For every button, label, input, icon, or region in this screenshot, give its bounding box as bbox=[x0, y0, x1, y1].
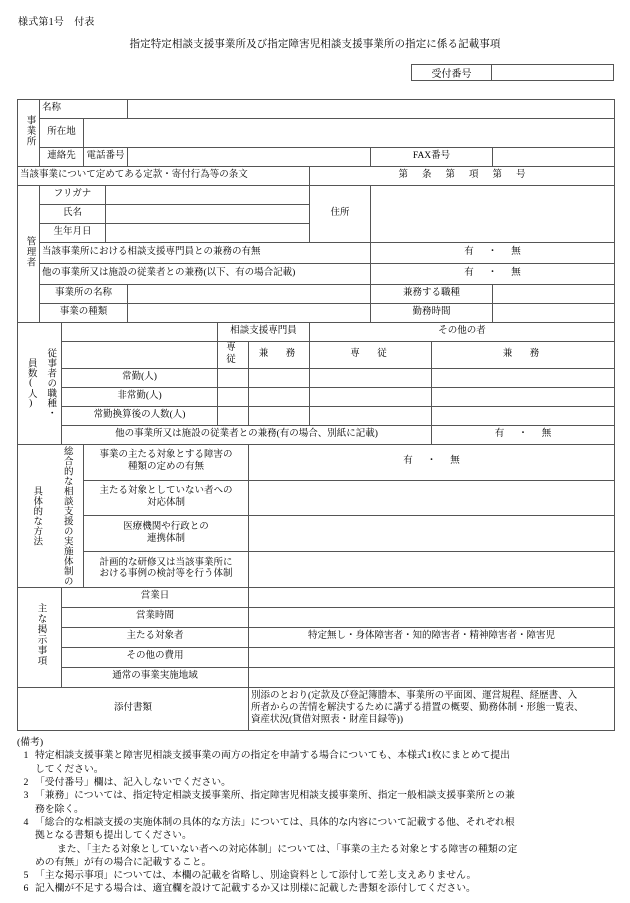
remarks-list bbox=[17, 749, 617, 895]
articles-row bbox=[18, 167, 615, 186]
remark-line: 「総合的な相談支援の実施体制の具体的な方法」については、具体的な内容について記載する他、それぞれ根 bbox=[35, 816, 515, 828]
manager-concurrent-other-row bbox=[18, 264, 615, 285]
manager-name-label: 氏名 bbox=[40, 205, 106, 224]
remark-line: めの有無」が有の場合に記載すること。 bbox=[35, 856, 212, 868]
notices-row-0 bbox=[18, 587, 615, 607]
notices-row-3 bbox=[18, 647, 615, 667]
staff-label-text-right: 従事者の職種・ bbox=[45, 348, 56, 419]
office-name-field[interactable] bbox=[128, 100, 615, 119]
staff-cell[interactable] bbox=[249, 387, 310, 406]
manager-job-type-field[interactable] bbox=[493, 285, 615, 304]
comprehensive-row-3 bbox=[18, 552, 615, 588]
articles-kou: 項 bbox=[469, 170, 479, 181]
comprehensive-row-label bbox=[84, 444, 249, 480]
office-name-row bbox=[18, 100, 615, 119]
office-address-field[interactable] bbox=[84, 119, 615, 148]
attachments-line-3: 資産状況(貸借対照表・財産目録等)) bbox=[251, 714, 404, 725]
staff-row bbox=[18, 387, 615, 406]
remark-item bbox=[17, 789, 617, 816]
notices-vertical-label bbox=[18, 587, 62, 687]
remark-body bbox=[35, 749, 617, 776]
choice-separator: ・ bbox=[426, 456, 437, 467]
remark-line: してください。 bbox=[35, 763, 104, 775]
choice-separator: ・ bbox=[487, 247, 498, 258]
remark-line: また、「主たる対象としていない者への対応体制」については、「事業の主たる対象とする障害の種類の定 bbox=[57, 843, 518, 855]
remark-item bbox=[17, 816, 617, 869]
choice-yes[interactable]: 有 bbox=[403, 456, 413, 467]
manager-business-type-row bbox=[18, 304, 615, 323]
attachments-line-2: 所者からの苦情を解決するために講ずる措置の概要、勤務体制・形態一覧表、 bbox=[251, 702, 584, 713]
notices-row-label: 主たる対象者 bbox=[62, 627, 249, 647]
choice-no[interactable]: 無 bbox=[511, 247, 521, 258]
manager-birth-label: 生年月日 bbox=[40, 224, 106, 243]
staff-sub-header-3: 兼 務 bbox=[432, 342, 615, 369]
office-tel-field[interactable] bbox=[128, 148, 371, 167]
staff-corner-cell-2 bbox=[62, 342, 218, 369]
articles-dai-3: 第 bbox=[492, 170, 503, 181]
comprehensive-label-line1: 医療機関や行政との bbox=[123, 521, 209, 532]
articles-jou: 条 bbox=[421, 170, 432, 181]
form-number: 様式第1号 付表 bbox=[18, 17, 95, 28]
remark-number: 4 bbox=[23, 816, 29, 828]
manager-furigana-field[interactable] bbox=[106, 186, 310, 205]
staff-cell[interactable] bbox=[310, 406, 432, 425]
remark-line: 「主な掲示事項」については、本欄の記載を省略し、別途資料として添付して差し支えありません。 bbox=[35, 870, 477, 882]
staff-cell[interactable] bbox=[432, 406, 615, 425]
comprehensive-row-label bbox=[84, 552, 249, 588]
office-contact-row bbox=[18, 148, 615, 167]
comprehensive-label-line1: 主たる対象としていない者への bbox=[99, 486, 233, 496]
manager-business-type-label: 事業の種類 bbox=[40, 304, 128, 323]
notices-row-2 bbox=[18, 627, 615, 647]
attachments-line-1: 別添のとおり(定款及び登記簿謄本、事業所の平面図、運営規程、経歴書、入 bbox=[251, 690, 578, 701]
staff-row-label: 非常勤(人) bbox=[62, 387, 218, 406]
manager-office-name-label: 事業所の名称 bbox=[40, 285, 128, 304]
staff-cell[interactable] bbox=[432, 387, 615, 406]
receipt-number-box bbox=[411, 64, 614, 81]
staff-row-label: 常勤(人) bbox=[62, 368, 218, 387]
receipt-number-field[interactable] bbox=[492, 65, 613, 80]
notices-label-text: 主な掲示事項 bbox=[35, 603, 46, 667]
choice-no[interactable]: 無 bbox=[450, 456, 460, 467]
remark-number: 5 bbox=[23, 870, 29, 882]
office-tel-label: 電話番号 bbox=[84, 148, 128, 167]
staff-row bbox=[18, 406, 615, 425]
choice-separator: ・ bbox=[487, 268, 498, 279]
staff-cell[interactable] bbox=[310, 387, 432, 406]
manager-work-hours-field[interactable] bbox=[493, 304, 615, 323]
manager-concurrent-in-office-choice[interactable] bbox=[371, 243, 615, 264]
staff-sub-header-row bbox=[18, 342, 615, 369]
comprehensive-row-choice[interactable] bbox=[249, 444, 615, 480]
remark-line: 拠となる書類も提出してください。 bbox=[35, 830, 192, 842]
manager-furigana-label: フリガナ bbox=[40, 186, 106, 205]
choice-yes[interactable]: 有 bbox=[464, 247, 474, 258]
staff-group-header-row bbox=[18, 323, 615, 342]
remark-line: 「受付番号」欄は、記入しないでください。 bbox=[35, 776, 231, 788]
comprehensive-label-line2: おける事例の検討等を行う体制 bbox=[99, 569, 233, 580]
staff-group-header-1: その他の者 bbox=[310, 323, 615, 342]
articles-label: 当該事業について定めてある定款・寄付行為等の条文 bbox=[18, 167, 310, 186]
staff-cell[interactable] bbox=[218, 387, 249, 406]
remark-body bbox=[35, 789, 617, 816]
main-form-table bbox=[17, 99, 615, 731]
staff-cell[interactable] bbox=[218, 368, 249, 387]
remark-body bbox=[35, 882, 617, 895]
manager-job-type-label: 兼務する職種 bbox=[371, 285, 493, 304]
office-address-row bbox=[18, 119, 615, 148]
manager-name-field[interactable] bbox=[106, 205, 310, 224]
attachments-label: 添付書類 bbox=[18, 687, 249, 730]
staff-sub-header-1: 兼 務 bbox=[249, 342, 310, 369]
remark-item bbox=[17, 776, 617, 789]
manager-vertical-label bbox=[18, 186, 40, 323]
notices-row-field[interactable] bbox=[249, 667, 615, 687]
notices-row-label: 営業時間 bbox=[62, 607, 249, 627]
comprehensive-row-0 bbox=[18, 444, 615, 480]
manager-office-name-field[interactable] bbox=[128, 285, 371, 304]
attachments-text bbox=[249, 687, 615, 730]
staff-cell[interactable] bbox=[432, 368, 615, 387]
manager-business-type-field[interactable] bbox=[128, 304, 371, 323]
manager-concurrent-in-office-row bbox=[18, 243, 615, 264]
office-address-label: 所在地 bbox=[40, 119, 84, 148]
remark-line: 務を除く。 bbox=[35, 803, 84, 815]
office-label-text: 事業所 bbox=[24, 114, 35, 147]
manager-birth-field[interactable] bbox=[106, 224, 310, 243]
staff-row bbox=[18, 368, 615, 387]
remark-body bbox=[35, 816, 617, 869]
comprehensive-row-1 bbox=[18, 480, 615, 516]
notices-row-4 bbox=[18, 667, 615, 687]
remark-line: 「兼務」については、指定特定相談支援事業所、指定障害児相談支援事業所、指定一般相談支援事業所との兼 bbox=[35, 790, 515, 802]
remark-number: 6 bbox=[23, 883, 29, 895]
staff-sub-header-2: 専 従 bbox=[310, 342, 432, 369]
notices-row-field[interactable] bbox=[249, 607, 615, 627]
manager-office-name-row bbox=[18, 285, 615, 304]
manager-work-hours-label: 勤務時間 bbox=[371, 304, 493, 323]
office-fax-label: FAX番号 bbox=[371, 148, 493, 167]
articles-dai-2: 第 bbox=[445, 170, 456, 181]
office-fax-field[interactable] bbox=[493, 148, 615, 167]
office-vertical-label bbox=[18, 100, 40, 167]
choice-yes[interactable]: 有 bbox=[464, 268, 474, 279]
choice-yes[interactable]: 有 bbox=[494, 428, 505, 439]
comprehensive-label-line1: 計画的な研修又は当該事業所に bbox=[99, 557, 233, 568]
page-title: 指定特定相談支援事業所及び指定障害児相談支援事業所の指定に係る記載事項 bbox=[129, 39, 501, 50]
comprehensive-label-line2: 対応体制 bbox=[147, 497, 186, 508]
attachments-row bbox=[18, 687, 615, 730]
remarks-section bbox=[17, 736, 617, 896]
notices-row-field[interactable] bbox=[249, 587, 615, 607]
remark-line: 記入欄が不足する場合は、適宜欄を設けて記載するか又は別様に記載した書類を添付してください。 bbox=[35, 883, 476, 895]
receipt-number-label: 受付番号 bbox=[412, 65, 492, 80]
notices-row-label: その他の費用 bbox=[62, 647, 249, 667]
articles-gou: 号 bbox=[516, 170, 526, 181]
manager-address-label: 住所 bbox=[310, 186, 371, 243]
staff-vertical-label bbox=[18, 323, 62, 445]
office-name-label: 名称 bbox=[40, 100, 128, 119]
choice-no[interactable]: 無 bbox=[511, 268, 521, 279]
staff-cell[interactable] bbox=[310, 368, 432, 387]
comprehensive-row-label bbox=[84, 516, 249, 552]
staff-concurrent-row bbox=[18, 425, 615, 444]
comprehensive-row-2 bbox=[18, 516, 615, 552]
comprehensive-label-text-left: 具体的な方法 bbox=[31, 485, 42, 546]
comprehensive-vertical-label bbox=[18, 444, 84, 587]
staff-cell[interactable] bbox=[249, 368, 310, 387]
office-contact-label: 連絡先 bbox=[40, 148, 84, 167]
staff-corner-cell bbox=[62, 323, 218, 342]
choice-no[interactable]: 無 bbox=[541, 428, 552, 439]
remark-body bbox=[35, 776, 617, 789]
staff-group-header-0: 相談支援専門員 bbox=[218, 323, 310, 342]
comprehensive-label-line2: 連携体制 bbox=[147, 533, 186, 544]
comprehensive-row-field[interactable] bbox=[249, 516, 615, 552]
remarks-heading: (備考) bbox=[17, 737, 44, 748]
remark-line: 特定相談支援事業と障害児相談支援事業の両方の指定を申請する場合についても、本様式1枚にまとめて提出 bbox=[35, 750, 510, 762]
manager-concurrent-in-office-label: 当該事業所における相談支援専門員との兼務の有無 bbox=[40, 243, 371, 264]
staff-cell[interactable] bbox=[218, 406, 249, 425]
notices-row-field[interactable] bbox=[249, 647, 615, 667]
staff-sub-header-0: 専 従 bbox=[218, 342, 249, 369]
notices-row-label: 営業日 bbox=[62, 587, 249, 607]
manager-concurrent-other-choice[interactable] bbox=[371, 264, 615, 285]
remark-number: 2 bbox=[23, 776, 29, 788]
remark-item bbox=[17, 869, 617, 882]
choice-separator: ・ bbox=[518, 428, 528, 439]
manager-concurrent-other-label: 他の事業所又は施設の従業者との兼務(以下、有の場合記載) bbox=[40, 264, 371, 285]
notices-row-label: 通常の事業実施地域 bbox=[62, 667, 249, 687]
staff-label-text-left: 員数(人) bbox=[25, 357, 36, 409]
notices-row-1 bbox=[18, 607, 615, 627]
staff-row-label: 常勤換算後の人数(人) bbox=[62, 406, 218, 425]
comprehensive-label-line2: 種類の定めの有無 bbox=[128, 462, 205, 473]
manager-label-text: 管理者 bbox=[24, 235, 35, 268]
manager-address-field[interactable] bbox=[371, 186, 615, 243]
staff-concurrent-choice[interactable] bbox=[432, 425, 615, 444]
comprehensive-label-text-right: 総合的な相談支援の実施体制の bbox=[61, 445, 72, 586]
remark-number: 3 bbox=[23, 790, 29, 802]
staff-cell[interactable] bbox=[249, 406, 310, 425]
comprehensive-row-label bbox=[84, 480, 249, 516]
comprehensive-label-line1: 事業の主たる対象とする障害の bbox=[99, 450, 233, 461]
staff-concurrent-label: 他の事業所又は施設の従業者との兼務(有の場合、別紙に記載) bbox=[62, 425, 432, 444]
remark-number: 1 bbox=[23, 750, 29, 762]
remark-body bbox=[35, 869, 617, 882]
notices-row-field[interactable]: 特定無し・身体障害者・知的障害者・精神障害者・障害児 bbox=[249, 627, 615, 647]
articles-number-field[interactable] bbox=[310, 167, 615, 186]
comprehensive-row-field[interactable] bbox=[249, 552, 615, 588]
remark-item bbox=[17, 882, 617, 895]
remark-item bbox=[17, 749, 617, 776]
comprehensive-row-field[interactable] bbox=[249, 480, 615, 516]
articles-dai-1: 第 bbox=[398, 170, 408, 181]
manager-furigana-row bbox=[18, 186, 615, 205]
